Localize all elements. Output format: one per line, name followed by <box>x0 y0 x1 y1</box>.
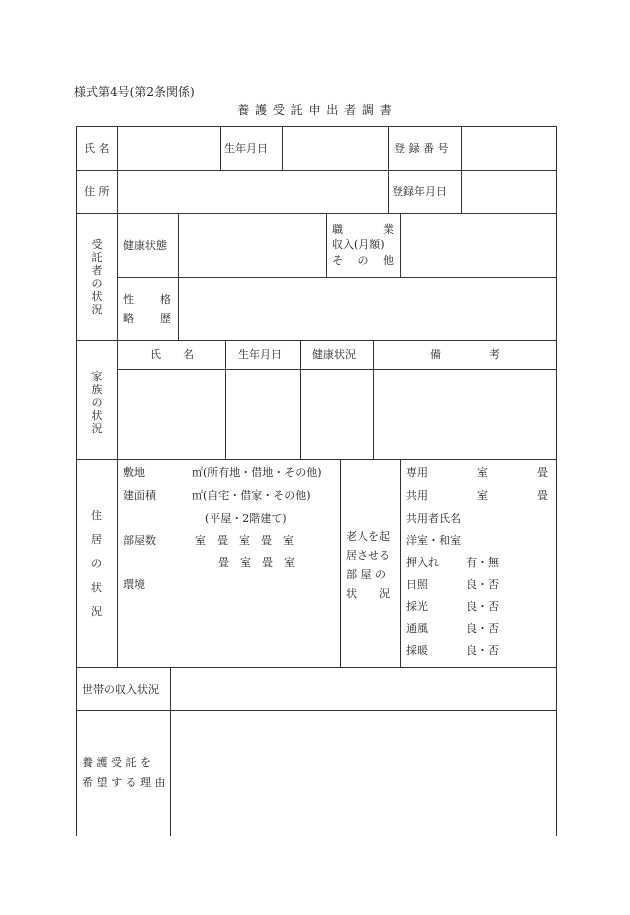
rooms-row-2: 畳 室 畳 室 <box>218 556 295 569</box>
form-number: 様式第4号(第2条関係) <box>74 85 195 99</box>
other-label: そ の 他 <box>332 254 394 267</box>
shared-person-name-label: 共用者氏名 <box>406 512 461 525</box>
lighting-label: 採光 <box>406 600 428 613</box>
reason-label-line-1: 養 護 受 託 を <box>82 756 151 769</box>
western-japanese-room-label: 洋室・和室 <box>406 534 461 547</box>
heating-options: 良・否 <box>466 644 499 657</box>
occupation-label: 職 業 <box>332 223 394 236</box>
registration-number-label: 登 録 番 号 <box>394 142 449 155</box>
sunlight-options: 良・否 <box>466 578 499 591</box>
floor-area-options: ㎡(自宅・借家・その他) <box>192 489 311 502</box>
floor-area-label: 建面積 <box>123 489 156 502</box>
storeys-options: (平屋・2階建て) <box>205 512 287 525</box>
family-status-label: 家族の状況 <box>91 370 103 435</box>
private-rooms-row: 専用 室 畳 <box>406 466 548 479</box>
closet-options: 有・無 <box>466 556 499 569</box>
site-label: 敷地 <box>123 466 145 479</box>
health-label: 健康状態 <box>123 239 167 252</box>
rooms-label: 部屋数 <box>123 534 156 547</box>
income-label: 収入(月額) <box>332 238 385 251</box>
personality-label: 性 格 <box>123 293 171 306</box>
environment-label: 環境 <box>123 578 145 591</box>
birthdate-label: 生年月日 <box>224 142 268 155</box>
reason-label-line-2: 希 望 す る 理 由 <box>82 776 166 789</box>
family-col-birthdate: 生年月日 <box>238 348 282 361</box>
family-col-name: 氏 名 <box>150 348 194 361</box>
name-label: 氏 名 <box>84 142 110 155</box>
closet-label: 押入れ <box>406 556 439 569</box>
registration-date-label: 登録年月日 <box>392 185 447 198</box>
family-col-health: 健康状況 <box>312 348 356 361</box>
shared-rooms-row: 共用 室 畳 <box>406 489 548 502</box>
sunlight-label: 日照 <box>406 578 428 591</box>
consignee-status-label: 受託者の状況 <box>91 238 103 316</box>
page-title: 養 護 受 託 申 出 者 調 書 <box>237 103 393 117</box>
household-income-label: 世帯の収入状況 <box>82 683 159 696</box>
rooms-row-1: 室 畳 室 畳 室 <box>195 534 294 547</box>
history-label: 略 歴 <box>123 312 171 325</box>
heating-label: 採暖 <box>406 644 428 657</box>
site-options: ㎡(所有地・借地・その他) <box>192 466 322 479</box>
ventilation-label: 通風 <box>406 622 428 635</box>
family-col-notes: 備 考 <box>430 348 500 361</box>
ventilation-options: 良・否 <box>466 622 499 635</box>
address-label: 住 所 <box>84 185 110 198</box>
lighting-options: 良・否 <box>466 600 499 613</box>
